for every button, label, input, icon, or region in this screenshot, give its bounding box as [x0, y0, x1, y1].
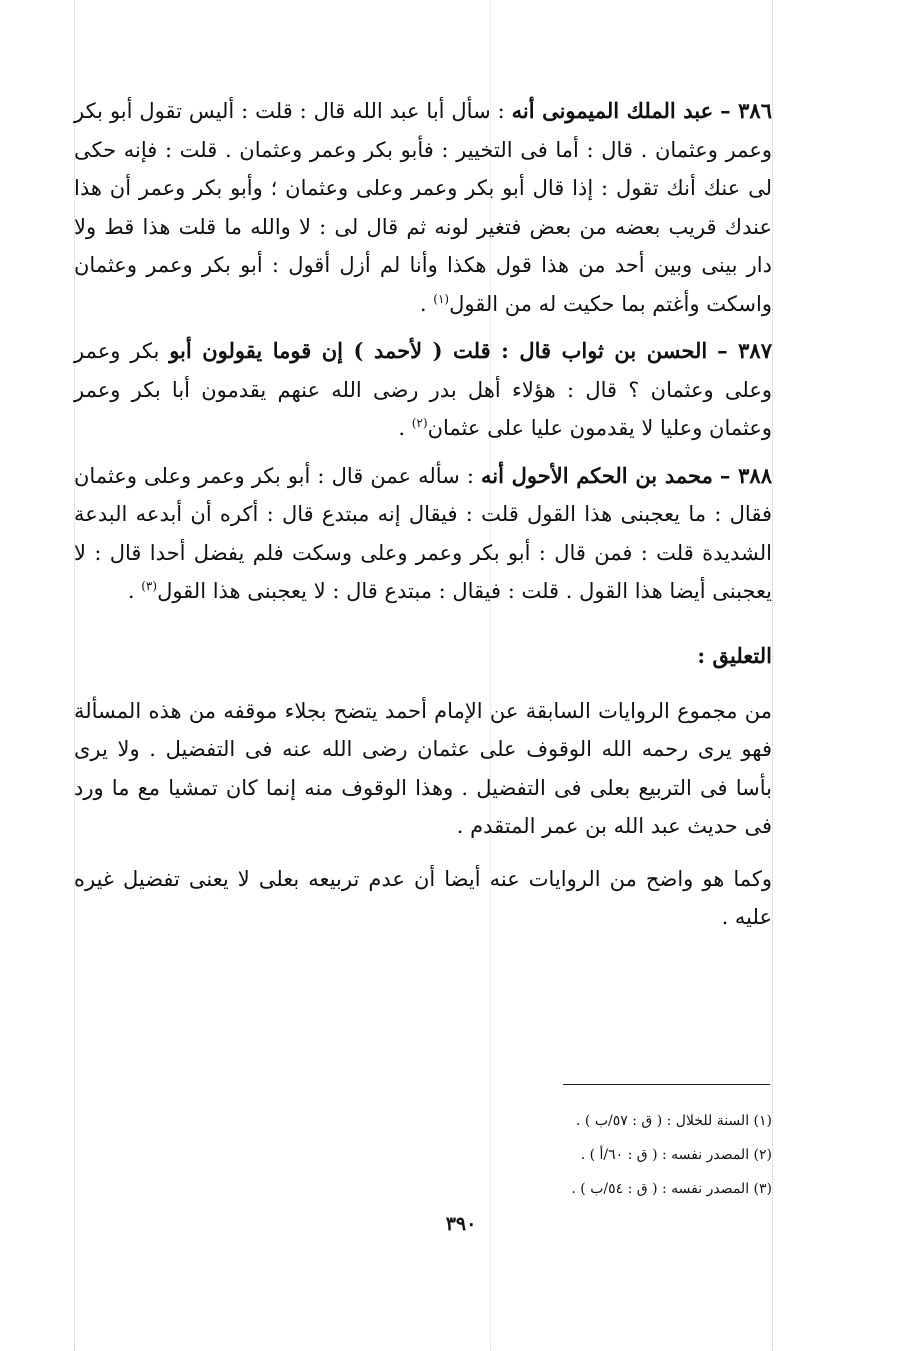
narration-end: . — [398, 416, 412, 440]
narration-388 — [74, 457, 772, 611]
page-body — [74, 92, 772, 951]
commentary-paragraph: من مجموع الروايات السابقة عن الإمام أحمد يتضح بجلاء موقفه من هذه المسألة فهو يرى رحمه الله الوقوف على عثمان رضى الله عنه فى التفضيل . ولا يرى بأسا فى التربيع بعلى فى التفضيل . وهذا الوقوف منه إنما كان تمشيا مع ما ورد فى حديث عبد الله بن عمر المتقدم . — [74, 698, 772, 838]
footnote-ref: (٢) — [411, 416, 428, 430]
narrator-name: محمد بن الحكم الأحول أنه — [480, 462, 713, 488]
footnote-separator — [563, 1084, 770, 1085]
narration-end: . — [419, 291, 434, 316]
footnote-ref: (١) — [433, 291, 450, 306]
footnote-3: (٣) المصدر نفسه : ( ق : ٥٤/ب ) . — [571, 1181, 772, 1197]
footnote-2: (٢) المصدر نفسه : ( ق : ٦٠/أ ) . — [580, 1147, 772, 1163]
narration-text: بكر وعمر وعلى وعثمان ؟ قال : هؤلاء أهل بدر رضى الله عنهم يقدمون أبا بكر وعمر وعثمان وعليا لا يقدمون عليا على عثمان — [74, 339, 772, 440]
footnote-ref: (٣) — [141, 579, 158, 593]
page-number: ٣٩٠ — [445, 1213, 477, 1235]
commentary-heading: التعليق : — [697, 642, 772, 668]
commentary-paragraph: وكما هو واضح من الروايات عنه أيضا أن عدم تربيعه بعلى لا يعنى تفضيل غيره عليه . — [74, 866, 772, 929]
narration-end: . — [127, 579, 142, 603]
footnote-1: (١) السنة للخلال : ( ق : ٥٧/ب ) . — [576, 1113, 772, 1129]
narration-text: : سأله عمن قال : أبو بكر وعمر وعلى وعثمان فقال : ما يعجبنى هذا القول قلت : فيقال إنه مبتدع قال : أكره أن أبدعه البدعة الشديدة قلت : فمن قال : أبو بكر وعمر وعلى وسكت فلم يفضل أحدا قال : لا يعجبنى أيضا هذا القول . قلت : فيقال : مبتدع قال : لا يعجبنى هذا القول — [74, 463, 772, 603]
narration-number: ٣٨٦ – — [720, 98, 772, 123]
scan-artifact-line — [772, 0, 773, 1351]
narration-387 — [74, 332, 772, 448]
narration-text: : سأل أبا عبد الله قال : قلت : أليس تقول أبو بكر وعمر وعثمان . قال : أما فى التخيير : فأبو بكر وعمر وعثمان . قلت : فإنه حكى لى عنك أنك تقول : إذا قال أبو بكر وعمر وعلى وعثمان ؛ وأبو بكر وعمر أن هذا عندك قريب بعضه من بعض فتغير لونه ثم قال لى : لا والله ما قلت هذا قط ولا دار بينى وبين أحد من هذا قول هكذا وأنا لم أزل أقول : أبو بكر وعمر وعثمان واسكت وأغتم بما حكيت له من القول — [74, 99, 772, 316]
narrator-name: الحسن بن ثواب قال : قلت ( لأحمد ) إن قوما يقولون أبو — [169, 338, 708, 363]
footnotes — [400, 1104, 772, 1206]
narration-number: ٣٨٨ – — [719, 462, 772, 488]
narrator-name: عبد الملك الميمونى أنه — [511, 98, 714, 123]
narration-386 — [74, 92, 772, 323]
narration-number: ٣٨٧ – — [717, 338, 772, 363]
